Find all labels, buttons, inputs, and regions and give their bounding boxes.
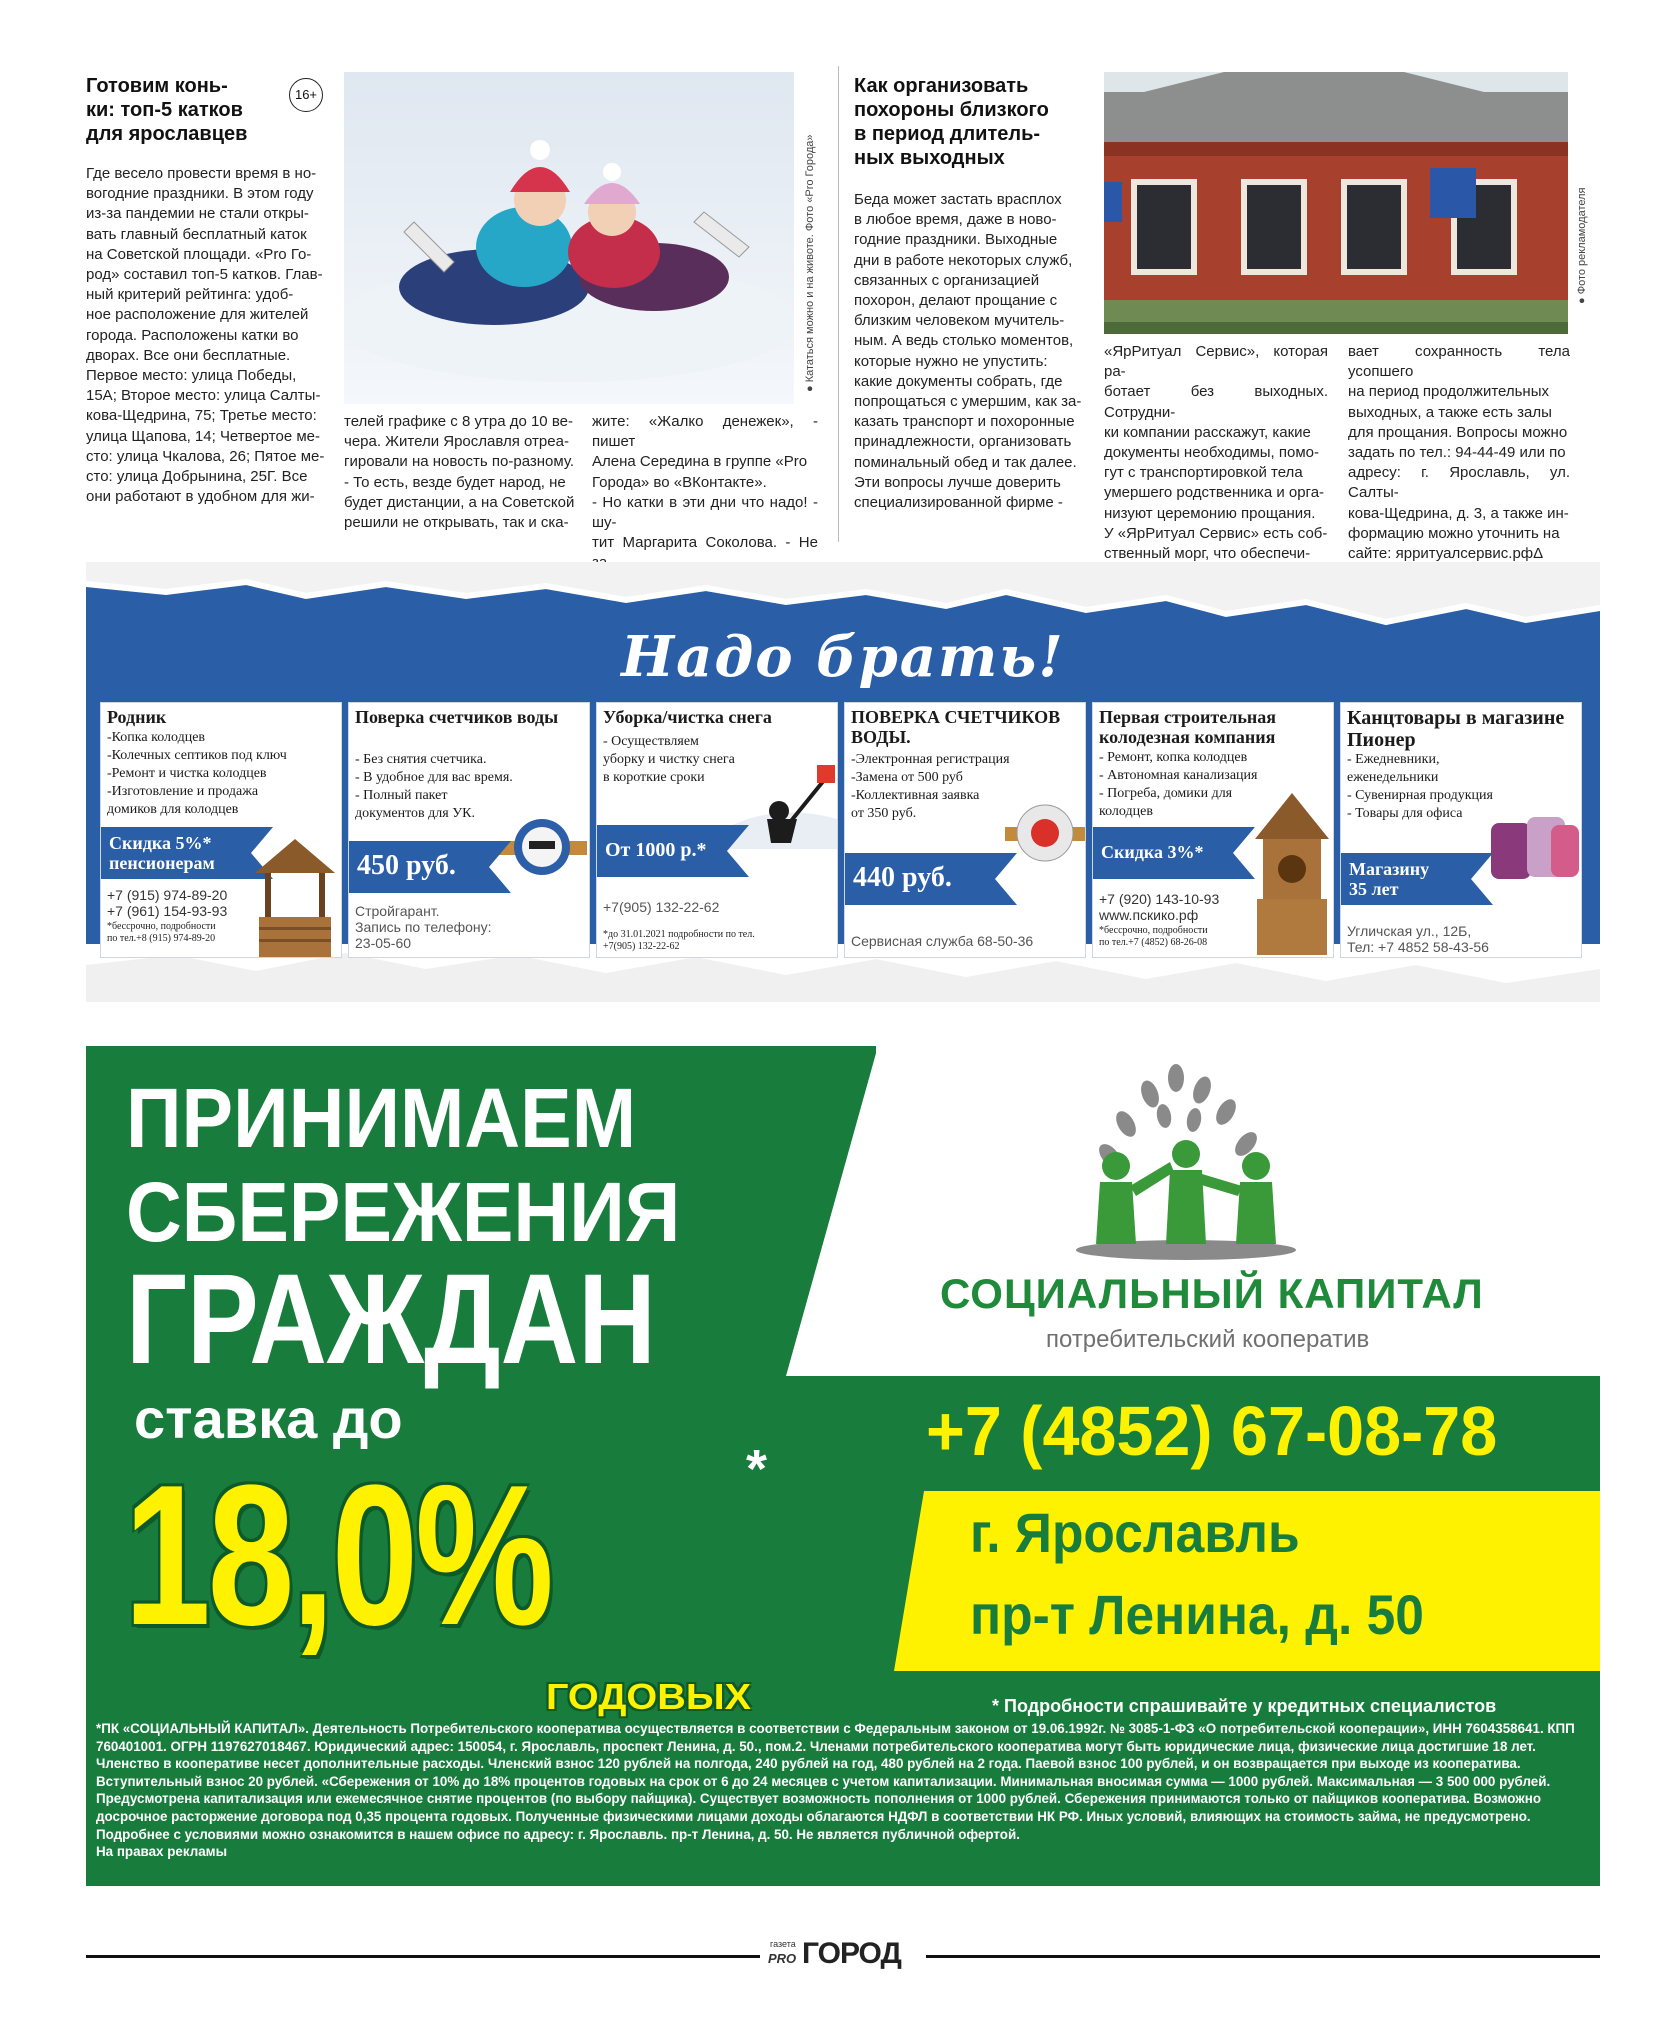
- card-contacts: +7(905) 132-22-62: [603, 899, 720, 915]
- skating-kids-image: [344, 72, 794, 404]
- building-image: [1104, 72, 1568, 334]
- torn-paper-top: [86, 562, 1600, 632]
- card-items: - Ремонт, копка колодцев - Автономная канализация - Погреба, домики для колодцев: [1099, 750, 1258, 819]
- card-title: Первая строительная колодезная компания: [1099, 707, 1276, 747]
- promo-card-stationery: [1340, 702, 1582, 958]
- ad-brand-name: СОЦИАЛЬНЫЙ КАПИТАЛ: [940, 1270, 1484, 1317]
- promo-card-rodnik: [100, 702, 342, 958]
- card-footnote: *бессрочно, подробности по тел.+7 (4852) 68-26-08: [1099, 925, 1208, 948]
- ad-headline-line-3: ГРАЖДАН: [126, 1248, 656, 1391]
- card-items: -Электронная регистрация -Замена от 500 руб -Коллективная заявка от 350 руб.: [851, 752, 1010, 821]
- ad-headline-line-1: ПРИНИМАЕМ: [126, 1071, 637, 1165]
- article2-title-line: Как организовать: [854, 75, 1029, 97]
- ad-address-street: пр-т Ленина, д. 50: [970, 1583, 1424, 1646]
- ad-rate-suffix: ГОДОВЫХ: [546, 1676, 752, 1717]
- ad-rate-star: *: [746, 1439, 768, 1499]
- card-title: Уборка/чистка снега: [603, 707, 772, 727]
- ad-rate-prefix: ставка до: [134, 1387, 403, 1450]
- footer-rule-right: [926, 1955, 1600, 1958]
- card-title: Родник: [107, 707, 167, 727]
- article2-title-line: ных выходных: [854, 147, 1005, 169]
- card-footnote: *бессрочно, подробности по тел.+8 (915) 974-89-20: [107, 921, 216, 944]
- card-contacts: +7 (920) 143-10-93 www.пскико.рф: [1099, 891, 1220, 923]
- card-contacts: Стройгарант. Запись по телефону: 23-05-60: [355, 903, 492, 951]
- card-items: - Ежедневники, еженедельники - Сувенирная продукция - Товары для офиса: [1347, 752, 1493, 821]
- skating-kids-photo: [344, 72, 794, 404]
- column-divider: [838, 66, 839, 542]
- card-items: - Без снятия счетчика. - В удобное для вас время. - Полный пакет документов для УК.: [355, 752, 513, 821]
- ad-address-city: г. Ярославль: [970, 1501, 1300, 1564]
- article1-title-line: для ярославцев: [86, 123, 248, 145]
- article1-title-line: ки: топ-5 катков: [86, 99, 243, 121]
- article2-title: [854, 74, 1094, 170]
- card-price-ribbon: 440 руб.: [845, 853, 995, 905]
- card-price-ribbon: 450 руб.: [349, 841, 489, 893]
- footer-rule-left: [86, 1955, 760, 1958]
- card-anniversary-ribbon: Магазину 35 лет: [1341, 853, 1471, 905]
- ad-phone: +7 (4852) 67-08-78: [926, 1392, 1498, 1470]
- ad-brand-subtitle: потребительский кооператив: [1046, 1326, 1370, 1353]
- well-icon: [251, 833, 339, 958]
- card-discount-ribbon: Скидка 5%* пенсионерам: [101, 827, 251, 879]
- promo-card-meter-service: [844, 702, 1086, 958]
- promo-card-well-company: [1092, 702, 1334, 958]
- card-price-ribbon: От 1000 р.*: [597, 825, 727, 877]
- promo-title: Надо брать!: [621, 624, 1065, 690]
- article2-title-line: похороны близкого: [854, 99, 1049, 121]
- funeral-service-building-photo: [1104, 72, 1568, 334]
- pro-gorod-logo: газета PRO ГОРОД: [768, 1937, 901, 1970]
- card-items: -Копка колодцев -Колечных септиков под ключ -Ремонт и чистка колодцев -Изготовление и продажа домиков для колодцев: [107, 730, 287, 817]
- social-capital-ad: [86, 1046, 1600, 1886]
- article1-title-line: Готовим конь-: [86, 75, 228, 97]
- article1-column-3: жите: «Жалко денежек», - пишет Алена Середина в группе «Pro Города» во «ВКонтакте». - Но катки в эти дни что надо! - шу- тит Маргарита Соколова. - Не: [592, 413, 818, 552]
- backpacks-icon: [1491, 803, 1581, 883]
- article1-column-1: Где весело провести время в но- вогодние праздники. В этом году из-за пандемии не стали откры- вать главный бесплатный каток на Советской площади. «Pro Го- род» составил топ-5 катков. Глав- ный критерий рейтинга: удоб- ное расположение для жителей города. Расположены катки во дворах. Все они бесплатные. Первое место: улица Победы, 15А; Второе место: улица Салты- кова-Щедрина, 75; Третье место: улица Щапова, 14; Четвертое ме- сто: улица Чкалова, 26; Пятое ме- сто: улица Добрынина, 25Г. Все они работают в удобном для жи-: [86, 165, 325, 506]
- card-discount-ribbon: Скидка 3%*: [1093, 827, 1233, 879]
- promo-card-snow-removal: [596, 702, 838, 958]
- promo-card-meter-check: [348, 702, 590, 958]
- article1-photo-caption: ● Кататься можно и на животе. Фото «Pro Города»: [804, 134, 816, 392]
- card-contacts: Угличская ул., 12Б, Тел: +7 4852 58-43-56: [1347, 923, 1489, 955]
- well-house-icon: [1253, 789, 1331, 957]
- card-items: - Осуществляем уборку и чистку снега в короткие сроки: [603, 734, 735, 785]
- article2-column-1: Беда может застать врасплох в любое время, даже в ново- годние праздники. Выходные дни в работе некоторых служб, связанных с организацией похорон, делают прощание с близким человеком мучитель- ным. А ведь столько моментов, которые нужно не упустить: какие документы собрать, где попрощаться с умершим, как за- казать транспорт и похоронные принадлежности, организовать поминальный обед и так далее. Эти вопросы лучше доверить специализированной фирме -: [854, 191, 1082, 512]
- ad-footnote: * Подробности спрашивайте у кредитных специалистов: [992, 1696, 1497, 1716]
- card-footnote: *до 31.01.2021 подробности по тел. +7(905) 132-22-62: [603, 929, 755, 952]
- article2-title-line: в период длитель-: [854, 123, 1041, 145]
- article2-photo-caption: ● Фото рекламодателя: [1576, 187, 1588, 304]
- social-capital-logo-icon: [1066, 1054, 1306, 1264]
- ad-headline-line-2: СБЕРЕЖЕНИЯ: [126, 1165, 681, 1259]
- article1-column-2: телей графике с 8 утра до 10 ве- чера. Жители Ярославля отреа- гировали на новость по-разному. - То есть, везде будет народ, не будет дистанции, а на Советской решили не открывать, так и ска-: [344, 413, 575, 532]
- article2-column-2: «ЯрРитуал Сервис», которая ра- ботает без выходных. Сотрудни- ки компании расскажут, какие документы необходимы, помо- гут с транспортировкой тела умершего родственника и орга- низуют церемонию прощания. У «ЯрРитуал Сервис» есть соб- ственный морг, что обеспечи-: [1104, 343, 1328, 563]
- ad-white-slant: [786, 1046, 878, 1376]
- water-meter-icon: [1005, 793, 1085, 873]
- article1-title: [86, 74, 286, 146]
- card-title: Канцтовары в магазине Пионер: [1347, 707, 1565, 751]
- promo-banner: [86, 562, 1600, 1002]
- age-rating-badge: 16+: [289, 78, 323, 112]
- article2-column-3: вает сохранность тела усопшего на период продолжительных выходных, а также есть залы для прощания. Вопросы можно задать по тел.: 94-44-49 или по адресу: г. Ярославль, ул. Салты- кова-Щедрина, д. 3, а также ин- формацию можно уточнить на сайте: ярритуалсервис.рфΔ: [1348, 343, 1570, 563]
- card-contacts: +7 (915) 974-89-20 +7 (961) 154-93-93: [107, 887, 228, 919]
- ad-address-slant: [894, 1491, 924, 1671]
- ad-legal-text: *ПК «СОЦИАЛЬНЫЙ КАПИТАЛ». Деятельность Потребительского кооператива осуществляется в соответствии с Федеральным законом от 19.06.1992г. № 3085-1-ФЗ «О потребительской кооперации», ИНН 7604358641. КПП 760401001. ОГРН 1197627018467. Юридический адрес: 150054, г. Ярославль, проспект Ленина, д. 50., пом.2. Членами потребительского кооператива могут быть юридические лица, физические лица достигшие 18 лет. Членство в кооперативе несет дополнительные расходы. Членский взнос 120 рублей на полгода, 240 рублей на год, 480 рублей на 2 года. Паевой взнос 100 рублей, и он возвращается при выходе из кооператива. Вступительный взнос 20 рублей. «Сбережения от 10% до 18% процентов годовых на срок от 6 до 24 месяцев с учетом капитализации. Минимальная вносимая сумма — 1000 рублей. Максимальная — 3 500 000 рублей. Предусмотрена капитализация или ежемесячное снятие процентов (по выбору пайщика). Существует возможность пополнения от 1000 рублей. Сбережения принимаются только от пайщиков кооператива. Возможно досрочное расторжение договора под 0,35 процента годовых. Полученные физическими лицами доходы облагаются НДФЛ в соответствии НК РФ. Иных условий, влияющих на стоимость займа, не предусмотрено. Подробнее с условиями можно ознакомится в нашем офисе по адресу: г. Ярославль. пр-т Ленина, д. 50. Не является публичной офертой. На правах рекламы: [96, 1721, 1575, 1860]
- card-title: Поверка счетчиков воды: [355, 707, 559, 727]
- card-contacts: Сервисная служба 68-50-36: [851, 933, 1034, 949]
- ad-rate-value: 18,0%: [124, 1444, 551, 1667]
- card-title: ПОВЕРКА СЧЕТЧИКОВ ВОДЫ.: [851, 707, 1061, 747]
